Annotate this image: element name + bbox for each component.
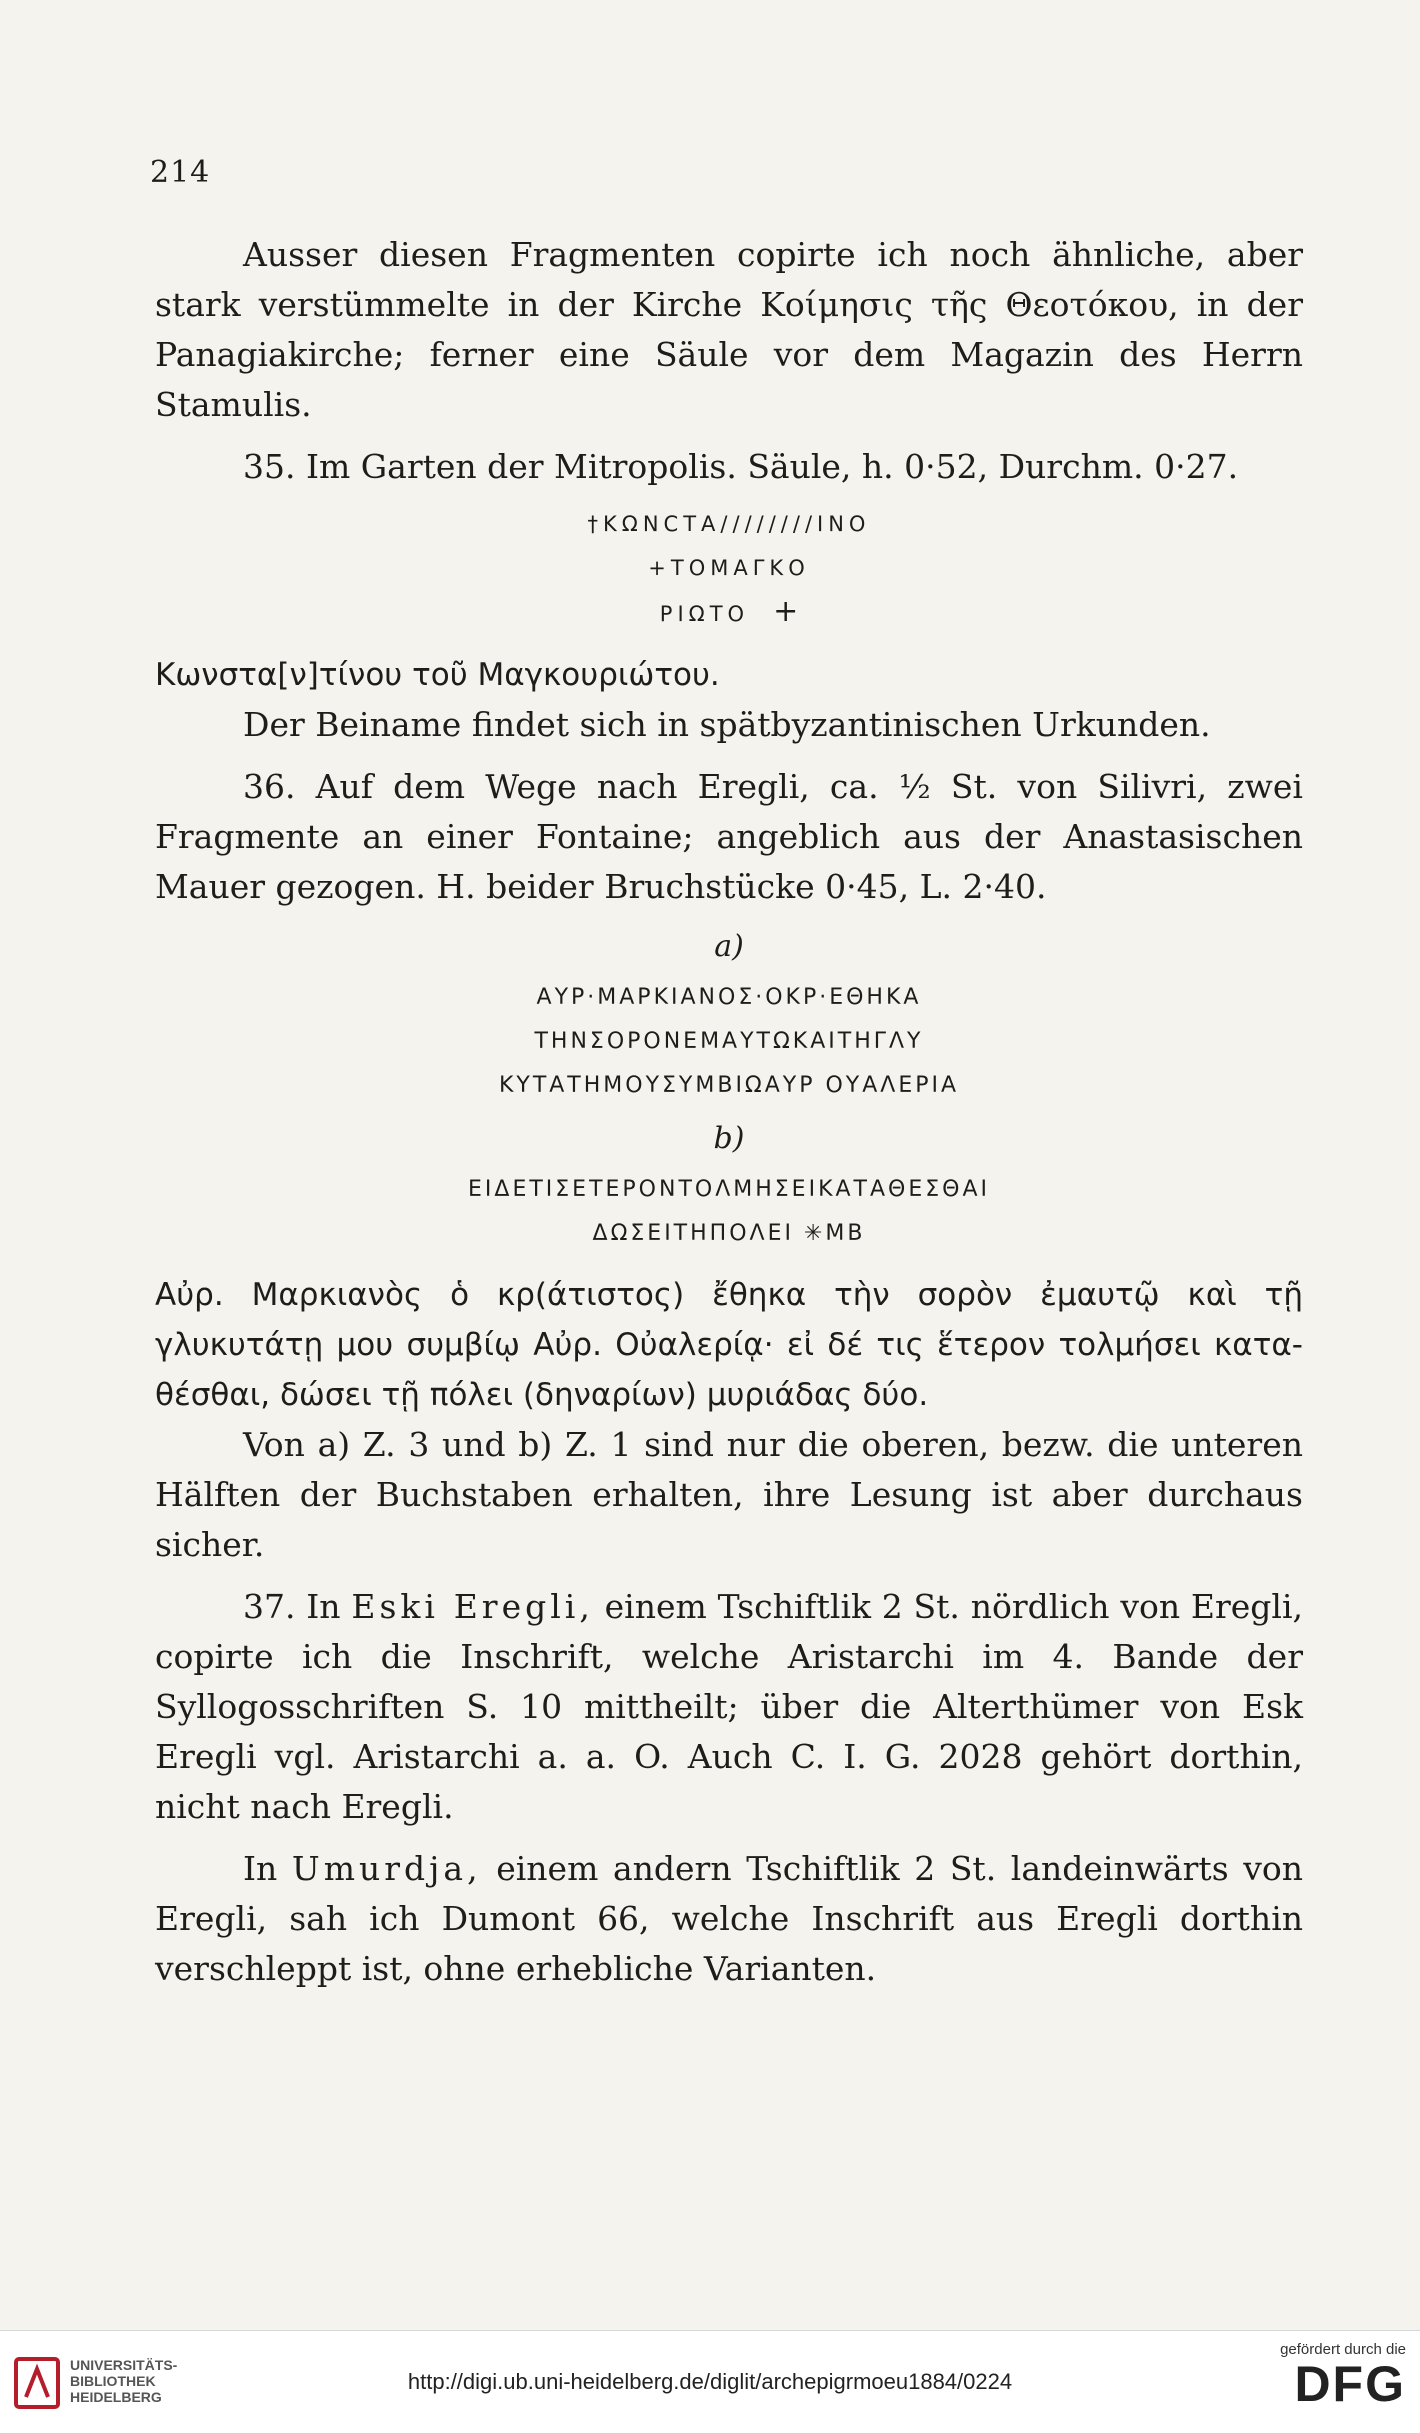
note-36: Von a) Z. 3 und b) Z. 1 sind nur die oberen, bezw. die unteren Hälften der Buchstaben erhalten, ihre Lesung ist aber durchaus sicher.: [155, 1425, 1303, 1564]
fragment-a-label: a): [714, 929, 744, 964]
library-name-line-2: BIBLIOTHEK: [70, 2373, 156, 2389]
inscription-35: [155, 502, 1303, 636]
funded-by-text: gefördert durch die: [1280, 2341, 1406, 2358]
fragment-a-line-1: ΑΥΡ·ΜΑΡΚΙΑΝΟΣ·ΟΚΡ·ΕΘΗΚΑ: [536, 985, 922, 1010]
cross-symbol: +: [773, 594, 799, 629]
transcription-35: Κωνστα[ν]τίνου τοῦ Μαγκουριώτου.: [155, 657, 720, 693]
paragraph-37: [155, 1582, 1303, 1832]
paragraph-umurdja-in: In: [243, 1849, 278, 1888]
fragment-a-line-2: ΤΗΝΣΟΡΟΝΕΜΑΥΤΩΚΑΙΤΗΓΛΥ: [534, 1029, 924, 1054]
place-eski-eregli: Eski Eregli,: [351, 1587, 594, 1626]
inscription-35-line-2: +ΤΟΜΑΓΚΟ: [648, 556, 810, 580]
page-content: [155, 230, 1303, 2006]
note-35: Der Beiname findet sich in spätbyzantinischen Urkunden.: [243, 705, 1211, 744]
paragraph-intro: Ausser diesen Fragmenten copirte ich noch ähnliche, aber stark verstümmelte in der Kirche Κοίμησις τῆς Θεοτόκου, in der Panagiakirche; ferner eine Säule vor dem Magazin des Herrn Stamulis.: [155, 235, 1303, 424]
paragraph-umurdja: [155, 1844, 1303, 1994]
fragment-b-line-1: ΕΙΔΕΤΙΣΕΤΕΡΟΝΤΟΛΜΗΣΕΙΚΑΤΑΘΕΣΘΑΙ: [468, 1177, 990, 1202]
footer-bar: [0, 2330, 1420, 2433]
fragment-b-label: b): [713, 1121, 745, 1156]
inscription-35-line-3-text: ΡΙΩΤΟ: [659, 602, 750, 626]
paragraph-umurdja-text: einem andern Tschiftlik 2 St. landeinwärts von Eregli, sah ich Dumont 66, welche Inschrift aus Eregli dorthin verschleppt ist, ohne erhebliche Varianten.: [155, 1849, 1304, 1988]
paragraph-37-number: 37. In: [243, 1587, 341, 1626]
fragment-b-line-2: ΔΩΣΕΙΤΗΠΟΛΕΙ ✳ΜΒ: [592, 1221, 866, 1246]
inscription-35-line-3: [155, 590, 1303, 636]
place-umurdja: Umurdja,: [291, 1849, 482, 1888]
library-name-line-1: UNIVERSITÄTS-: [70, 2357, 178, 2373]
document-url-link[interactable]: http://digi.ub.uni-heidelberg.de/diglit/archepigrmoeu1884/0224: [407, 2369, 1013, 2394]
transcription-36: Αὐρ. Μαρκιανὸς ὁ κρ(άτιστος) ἔθηκα τὴν σορὸν ἐμαυτῷ καὶ τῇ γλυκυτάτῃ μου συμβίῳ Αὐρ. Οὐαλερίᾳ· εἰ δέ τις ἕτερον τολμήσει κατα-θέσθαι, δώσει τῇ πόλει (δηναρίων) μυριάδας δύο.: [155, 1277, 1303, 1413]
dfg-funding[interactable]: [1206, 2341, 1406, 2410]
paragraph-35: 35. Im Garten der Mitropolis. Säule, h. 0·52, Durchm. 0·27.: [243, 447, 1239, 486]
inscription-35-line-1: †ΚΩΝϹΤΑ////////ΙΝΟ: [587, 512, 871, 536]
paragraph-36: 36. Auf dem Wege nach Eregli, ca. ½ St. von Silivri, zwei Fragmente an einer Fontaine; angeblich aus der Anastasischen Mauer gezogen. H. beider Bruchstücke 0·45, L. 2·40.: [155, 767, 1303, 906]
paragraph-37-text: einem Tschiftlik 2 St. nördlich von Eregli, copirte ich die Inschrift, welche Aristarchi im 4. Bande der Syllogosschriften S. 10 mittheilt; über die Alterthümer von Esk Eregli vgl. Aristarchi a. a. O. Auch C. I. G. 2028 gehört dorthin, nicht nach Eregli.: [155, 1587, 1304, 1826]
fragment-a-line-3: ΚΥΤΑΤΗΜΟΥΣΥΜΒΙΩΑΥΡ ΟΥΑΛΕΡΙΑ: [498, 1073, 960, 1098]
inscription-36: [155, 922, 1303, 1256]
page-number: 214: [150, 155, 211, 190]
library-name-line-3: HEIDELBERG: [70, 2389, 162, 2405]
dfg-logo: DFG: [1294, 2356, 1406, 2412]
